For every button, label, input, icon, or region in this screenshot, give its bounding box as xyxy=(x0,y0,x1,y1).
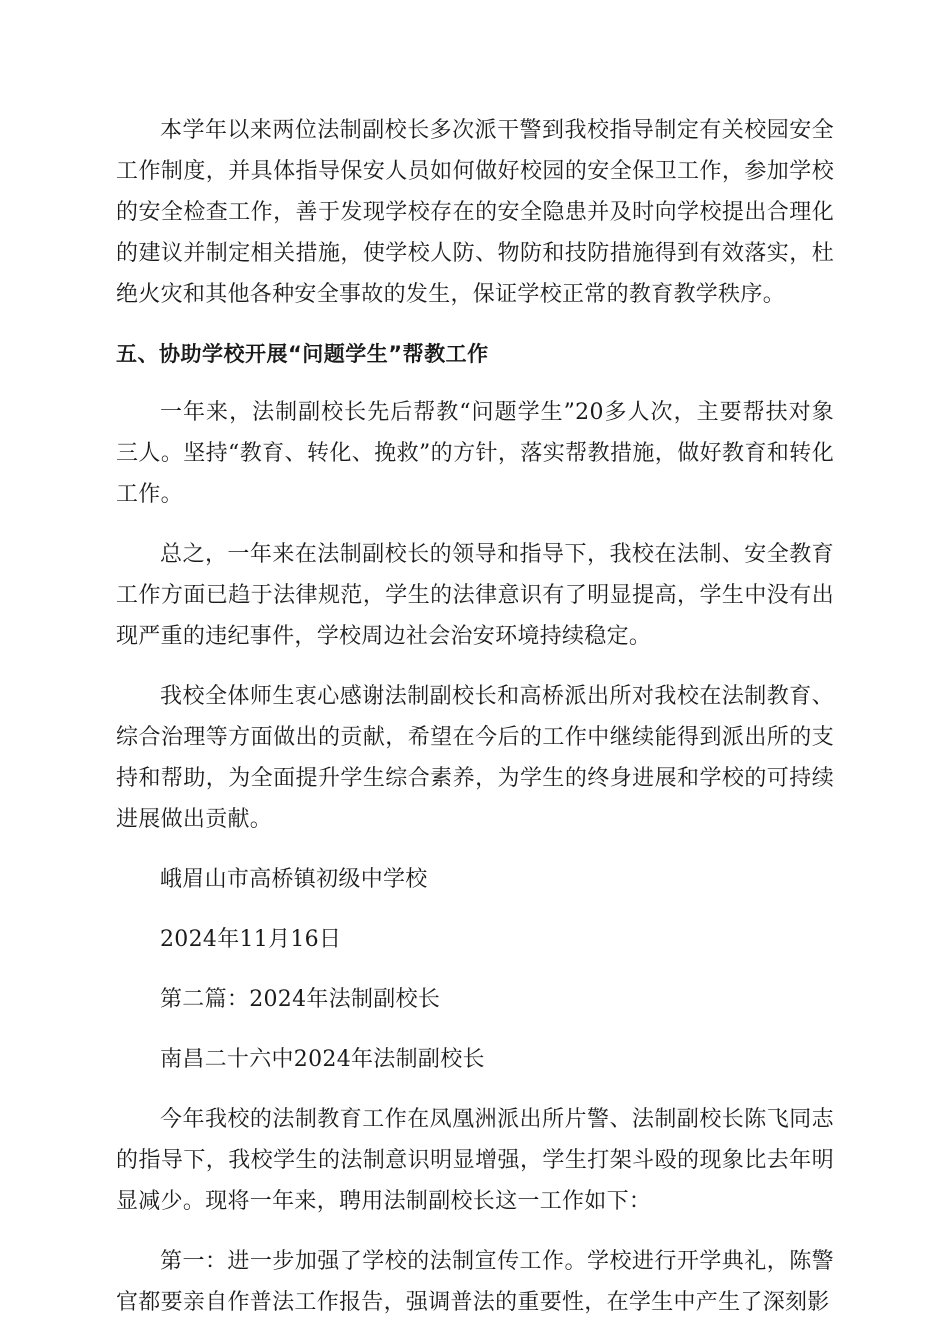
paragraph-thanks: 我校全体师生衷心感谢法制副校长和高桥派出所对我校在法制教育、综合治理等方面做出的贡献，希望在今后的工作中继续能得到派出所的支持和帮助，为全面提升学生综合素养，为学生的终身进展和学校的可持续进展做出贡献。 xyxy=(116,684,834,832)
signature-date: 2024年11月16日 xyxy=(160,927,342,952)
section-heading-five: 五、协助学校开展“问题学生”帮教工作 xyxy=(116,342,489,366)
paragraph-intro-two: 今年我校的法制教育工作在凤凰洲派出所片警、法制副校长陈飞同志的指导下，我校学生的法制意识明显增强，学生打架斗殴的现象比去年明显减少。现将一年来，聘用法制副校长这一工作如下： xyxy=(116,1107,834,1214)
paragraph-summary: 总之，一年来在法制副校长的领导和指导下，我校在法制、安全教育工作方面已趋于法律规范，学生的法律意识有了明显提高，学生中没有出现严重的违纪事件，学校周边社会治安环境持续稳定。 xyxy=(116,542,834,649)
part-two-title: 南昌二十六中2024年法制副校长 xyxy=(160,1047,485,1072)
part-two-label: 第二篇：2024年法制副校长 xyxy=(160,987,441,1012)
paragraph-safety-guidance: 本学年以来两位法制副校长多次派干警到我校指导制定有关校园安全工作制度，并具体指导保安人员如何做好校园的安全保卫工作，参加学校的安全检查工作，善于发现学校存在的安全隐患并及时向学校提出合理化的建议并制定相关措施，使学校人防、物防和技防措施得到有效落实，杜绝火灾和其他各种安全事故的发生，保证学校正常的教育教学秩序。 xyxy=(116,118,834,307)
school-signature: 峨眉山市高桥镇初级中学校 xyxy=(160,867,428,892)
paragraph-problem-students: 一年来，法制副校长先后帮教“问题学生”20多人次，主要帮扶对象三人。坚持“教育、转化、挽救”的方针，落实帮教措施，做好教育和转化工作。 xyxy=(116,400,834,507)
document-body xyxy=(116,110,834,1342)
paragraph-first-point: 第一：进一步加强了学校的法制宣传工作。学校进行开学典礼，陈警官都要亲自作普法工作报告，强调普法的重要性，在学生中产生了深刻影 xyxy=(116,1249,834,1315)
